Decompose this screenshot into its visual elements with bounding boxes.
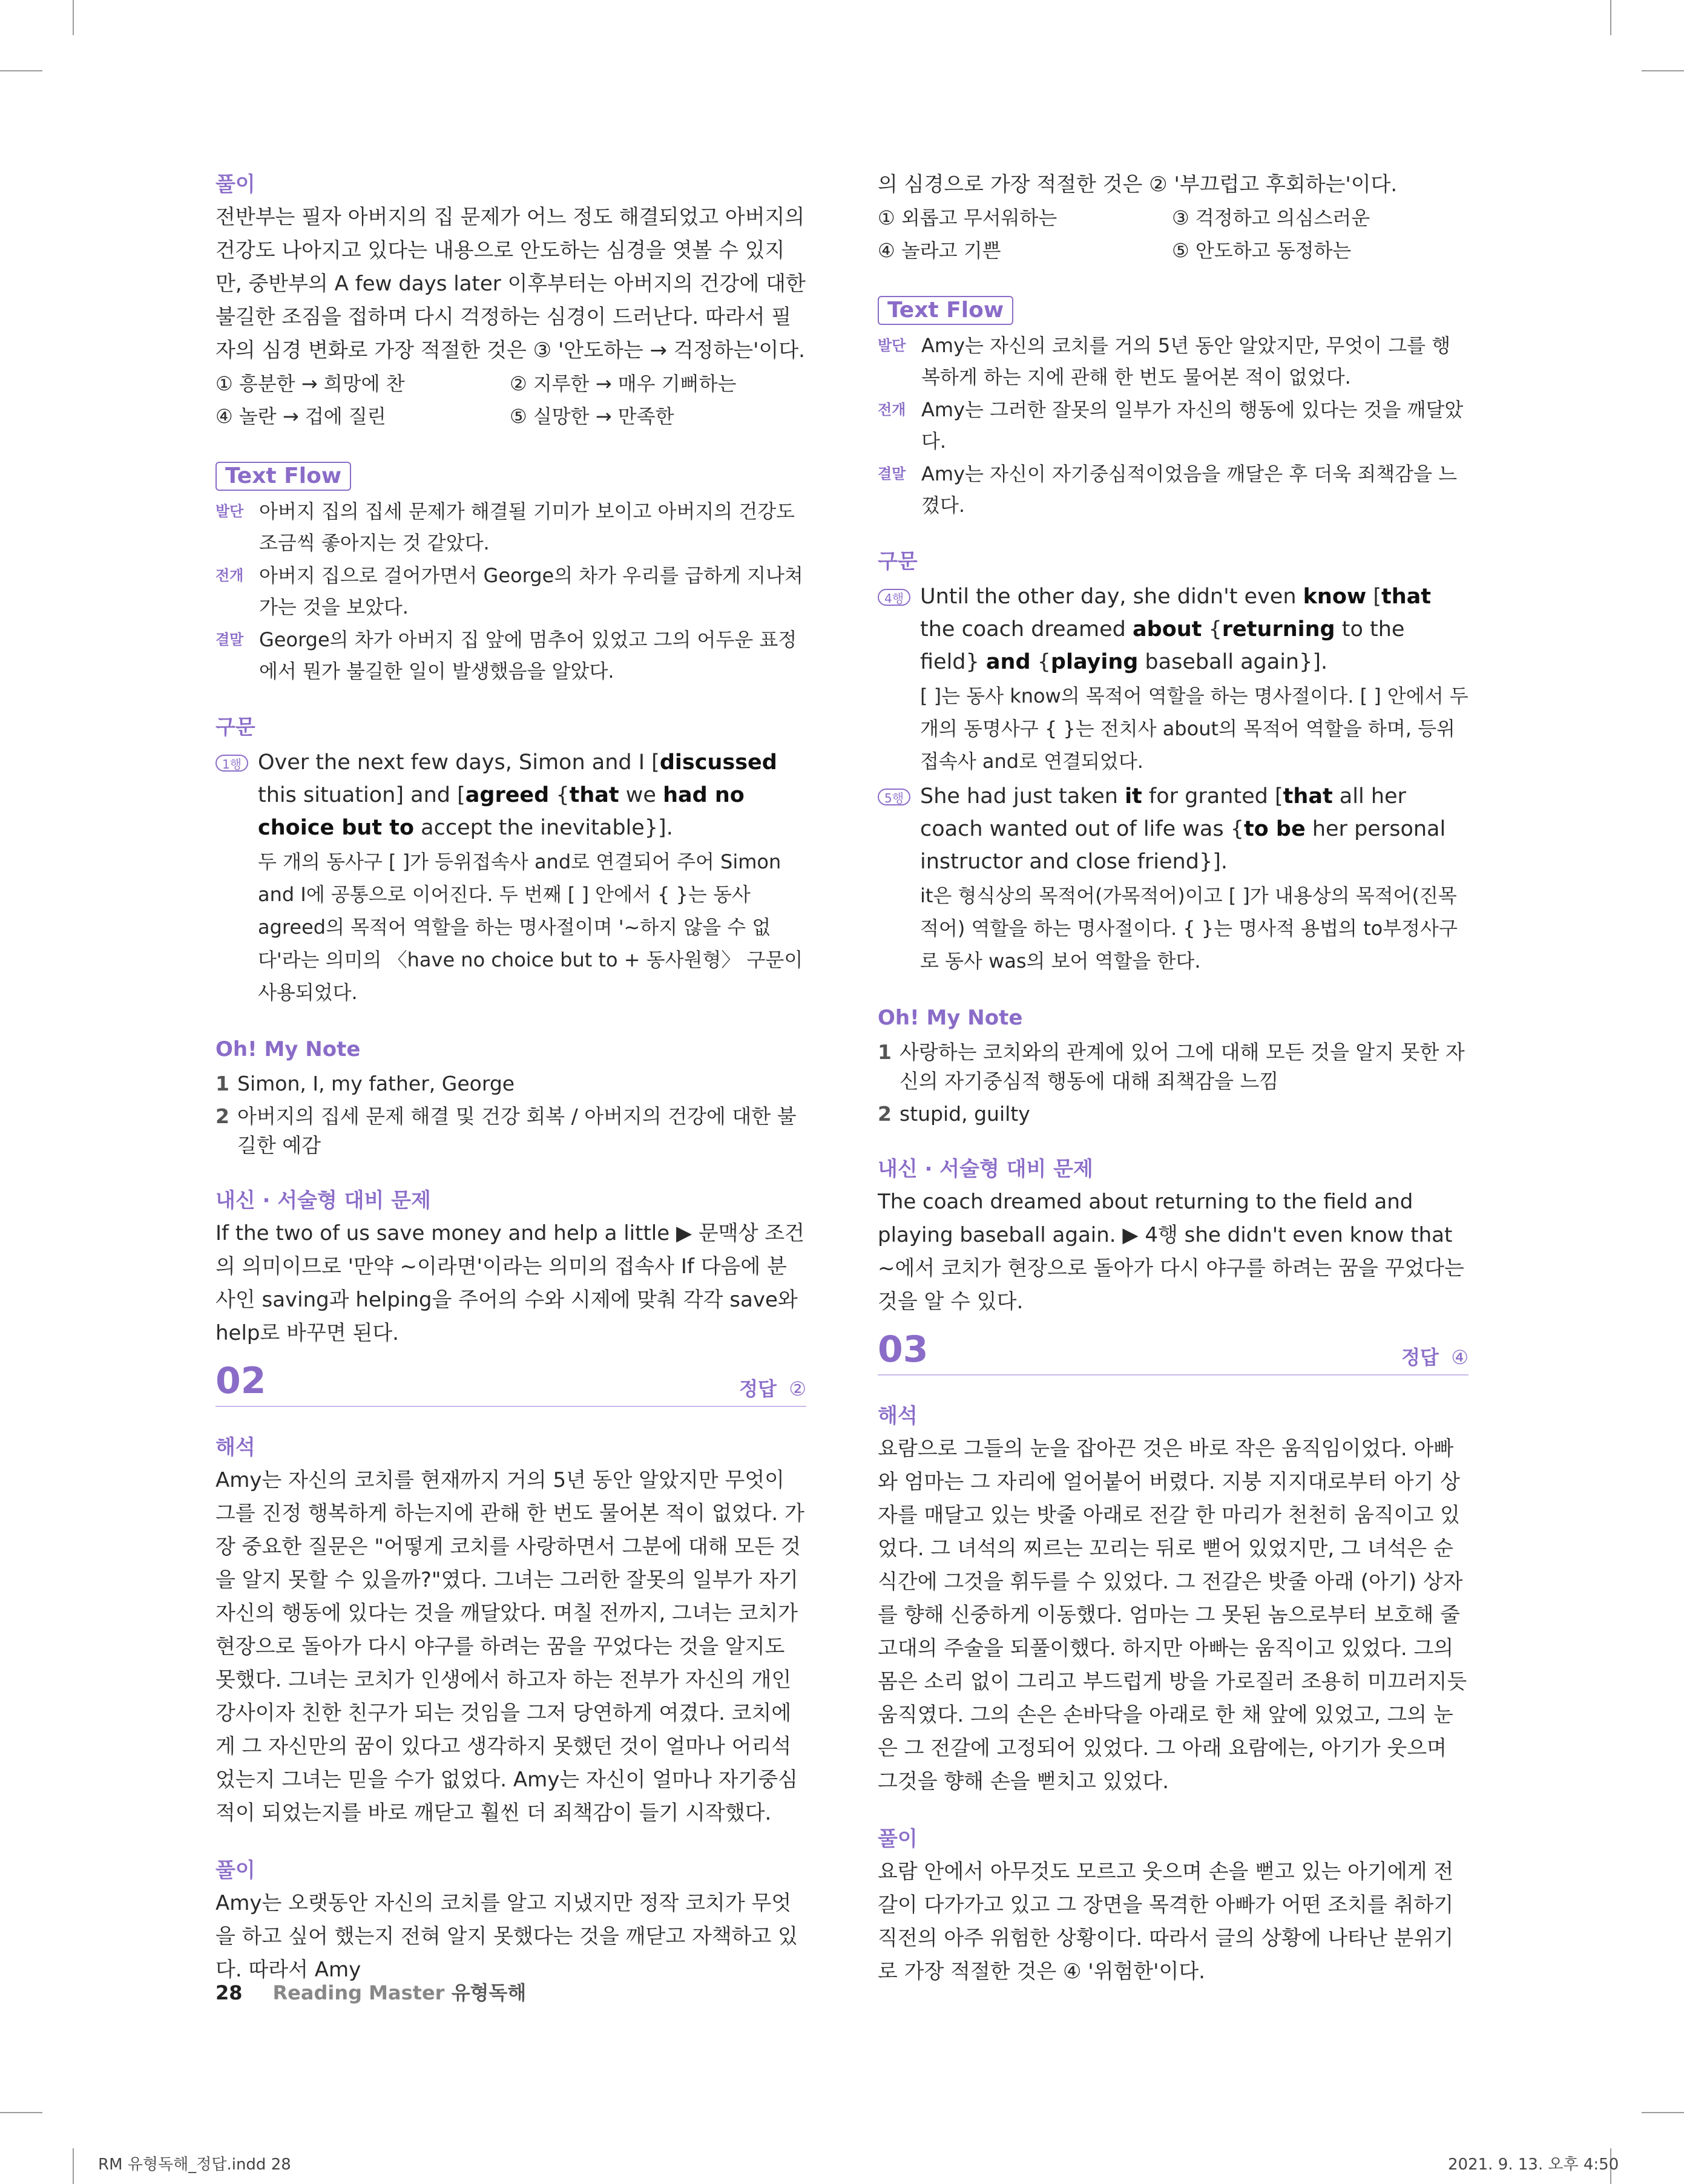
text-flow-row (215, 560, 806, 623)
solution-text: Amy는 오랫동안 자신의 코치를 알고 지냈지만 정작 코치가 무엇을 하고 싶어 했는지 전혀 알지 못했다는 것을 깨닫고 자책하고 있다. 따라서 Amy (215, 1891, 798, 1982)
print-slug-date: 2021. 9. 13. 오후 4:50 (1448, 2156, 1619, 2174)
note-item: 2 아버지의 집세 문제 해결 및 건강 회복 / 아버지의 건강에 대한 불길한 예감 (215, 1104, 797, 1157)
exam-text: If the two of us save money and help a little ▶ 문맥상 조건의 의미이므로 '만약 ~이라면'이라는 의미의 접속사 If 다음에 분사인 saving과 helping을 주어의 수와 시제에 맞춰 각각 save와 help로 바꾸면 된다. (215, 1221, 804, 1345)
section-header (878, 1330, 1469, 1376)
text-flow-label: 결말 (215, 631, 244, 648)
text-flow-label: 결말 (878, 465, 906, 482)
right-column (878, 168, 1469, 1989)
section-number: 03 (878, 1328, 929, 1371)
page-number: 28 (215, 1981, 243, 2004)
solution-heading: 풀이 (215, 172, 255, 197)
option: ① 외롭고 무서워하는 (878, 206, 1057, 229)
line-number-badge: 5행 (878, 789, 910, 805)
solution-heading: 풀이 (878, 1827, 918, 1851)
solution-text: 전반부는 필자 아버지의 집 문제가 어느 정도 해결되었고 아버지의 건강도 나아지고 있다는 내용으로 안도하는 심경을 엿볼 수 있지만, 중반부의 A few days later 이후부터는 아버지의 건강에 대한 불길한 조짐을 접하며 다시 걱정하는 심경이 드러난다. 따라서 필자의 심경 변화로 가장 적절한 것은 ③ '안도하는 → 걱정하는'이다. (215, 205, 806, 362)
text-flow-label: 전개 (878, 401, 906, 418)
text-flow-row (215, 496, 806, 559)
section-number: 02 (215, 1360, 266, 1402)
crop-mark (73, 0, 74, 35)
answer-label: 정답 ④ (1401, 1346, 1469, 1369)
text-flow-row (215, 624, 806, 687)
grammar-explanation: [ ]는 동사 know의 목적어 역할을 하는 명사절이다. [ ] 안에서 두 개의 동명사구 { }는 전치사 about의 목적어 역할을 하며, 등위접속사 and로 연결되었다. (920, 684, 1469, 773)
print-slug-file: RM 유형독해_정답.indd 28 (98, 2156, 291, 2174)
section-header (215, 1361, 806, 1407)
grammar-item (215, 746, 806, 1009)
my-note-heading: Oh! My Note (878, 1006, 1023, 1030)
text-flow-label: 전개 (215, 567, 244, 584)
option: ④ 놀라고 기쁜 (878, 239, 1001, 262)
crop-mark (1610, 0, 1611, 35)
text-flow-row (878, 330, 1469, 393)
text-flow-row (878, 458, 1469, 521)
answer-options (878, 202, 1469, 267)
text-flow-text: George의 차가 아버지 집 앞에 멈추어 있었고 그의 어두운 표정에서 뭔가 불길한 일이 발생했음을 알았다. (259, 628, 797, 683)
exam-text: The coach dreamed about returning to the field and playing baseball again. ▶ 4행 she didn't even know that ~에서 코치가 현장으로 돌아가 다시 야구를 하려는 꿈을 꾸었다는 것을 알 수 있다. (878, 1190, 1464, 1314)
grammar-sentence: Until the other day, she didn't even know [that the coach dreamed about {returning to the field} and {playing baseball again}]. (920, 585, 1431, 674)
text-flow-text: Amy는 자신의 코치를 거의 5년 동안 알았지만, 무엇이 그를 행복하게 하는 지에 관해 한 번도 물어본 적이 없었다. (921, 334, 1451, 389)
grammar-item (878, 580, 1469, 778)
solution-heading: 풀이 (215, 1858, 255, 1883)
crop-mark (73, 2148, 74, 2184)
crop-mark (0, 2112, 42, 2113)
note-item: 1 Simon, I, my father, George (215, 1072, 515, 1095)
answer-options (215, 367, 806, 433)
grammar-explanation: it은 형식상의 목적어(가목적어)이고 [ ]가 내용상의 목적어(진목적어) 역할을 하는 명사절이다. { }는 명사적 용법의 to부정사구로 동사 was의 보어 역할을 한다. (920, 884, 1458, 972)
grammar-sentence: Over the next few days, Simon and I [discussed this situation] and [agreed {that we had no choice but to accept the inevitable}]. (258, 750, 777, 840)
page-footer (215, 1978, 526, 2005)
grammar-sentence: She had just taken it for granted [that all her coach wanted out of life was {to be her personal instructor and close friend}]. (920, 784, 1446, 874)
book-subtitle: 유형독해 (451, 1981, 527, 2004)
exam-heading: 내신 · 서술형 대비 문제 (215, 1189, 431, 1213)
text-flow-text: 아버지 집의 집세 문제가 해결될 기미가 보이고 아버지의 건강도 조금씩 좋아지는 것 같았다. (259, 500, 795, 554)
translation-heading: 해석 (878, 1404, 918, 1428)
solution-text: 요람 안에서 아무것도 모르고 웃으며 손을 뻗고 있는 아기에게 전갈이 다가가고 있고 그 장면을 목격한 아빠가 어떤 조치를 취하기 직전의 아주 위험한 상황이다. 따라서 글의 상황에 나타난 분위기로 가장 적절한 것은 ④ '위험한'이다. (878, 1860, 1454, 1984)
text-flow-label: 발단 (878, 337, 906, 354)
option: ② 지루한 → 매우 기뻐하는 (510, 372, 737, 395)
option: ① 흥분한 → 희망에 찬 (215, 372, 405, 395)
my-note-heading: Oh! My Note (215, 1037, 361, 1061)
grammar-heading: 구문 (215, 715, 255, 739)
translation-heading: 해석 (215, 1435, 255, 1460)
note-item: 2 stupid, guilty (878, 1102, 1030, 1126)
option: ④ 놀란 → 겁에 질린 (215, 405, 386, 428)
option: ③ 걱정하고 의심스러운 (1172, 206, 1370, 229)
option: ⑤ 실망한 → 만족한 (510, 405, 674, 428)
book-title: Reading Master (272, 1981, 445, 2004)
translation-text: 요람으로 그들의 눈을 잡아끈 것은 바로 작은 움직임이었다. 아빠와 엄마는 그 자리에 얼어붙어 버렸다. 지붕 지지대로부터 아기 상자를 매달고 있는 밧줄 아래로 전갈 한 마리가 천천히 움직이고 있었다. 그 녀석의 찌르는 꼬리는 뒤로 뻗어 있었지만, 그 녀석은 순식간에 그것을 휘두를 수 있었다. 그 전갈은 밧줄 아래 (아기) 상자를 향해 신중하게 이동했다. 엄마는 그 못된 놈으로부터 보호해 줄 고대의 주술을 되풀이했다. 하지만 아빠는 움직이고 있었다. 그의 몸은 소리 없이 그리고 부드럽게 방을 가로질러 조용히 미끄러지듯 움직였다. 그의 손은 손바닥을 아래로 한 채 앞에 있었고, 그의 눈은 그 전갈에 고정되어 있었다. 그 아래 요람에는, 아기가 웃으며 그것을 향해 손을 뻗치고 있었다. (878, 1437, 1467, 1794)
line-number-badge: 1행 (215, 755, 248, 772)
text-flow-tag: Text Flow (878, 296, 1013, 325)
grammar-explanation: 두 개의 동사구 [ ]가 등위접속사 and로 연결되어 주어 Simon and I에 공통으로 이어진다. 두 번째 [ ] 안에서 { }는 동사 agreed의 목적어 역할을 하는 명사절이며 '~하지 않을 수 없다'라는 의미의 〈have no choice but to + 동사원형〉 구문이 사용되었다. (258, 850, 803, 1004)
text-flow-tag: Text Flow (215, 462, 351, 491)
translation-text: Amy는 자신의 코치를 현재까지 거의 5년 동안 알았지만 무엇이 그를 진정 행복하게 하는지에 관해 한 번도 물어본 적이 없었다. 가장 중요한 질문은 "어떻게 코치를 사랑하면서 그분에 대해 모든 것을 알지 못할 수 있을까?"였다. 그녀는 그러한 잘못의 일부가 자기 자신의 행동에 있다는 것을 깨달았다. 며칠 전까지, 그녀는 코치가 현장으로 돌아가 다시 야구를 하려는 꿈을 꾸었다는 것을 알지도 못했다. 그녀는 코치가 인생에서 하고자 하는 전부가 자신의 개인 강사이자 친한 친구가 되는 것임을 그저 당연하게 여겼다. 코치에게 그 자신만의 꿈이 있다고 생각하지 못했던 것이 얼마나 어리석었는지 그녀는 믿을 수가 없었다. Amy는 자신이 얼마나 자기중심적이 되었는지를 바로 깨닫고 훨씬 더 죄책감이 들기 시작했다. (215, 1468, 804, 1825)
crop-mark (1642, 2112, 1684, 2113)
answer-label: 정답 ② (739, 1377, 806, 1400)
text-flow-text: Amy는 그러한 잘못의 일부가 자신의 행동에 있다는 것을 깨달았다. (921, 398, 1464, 453)
grammar-heading: 구문 (878, 549, 918, 574)
line-number-badge: 4행 (878, 589, 910, 606)
text-flow-label: 발단 (215, 503, 244, 520)
text-flow-text: 아버지 집으로 걸어가면서 George의 차가 우리를 급하게 지나쳐 가는 것을 보았다. (259, 564, 803, 618)
crop-mark (1642, 70, 1684, 71)
option: ⑤ 안도하고 동정하는 (1172, 239, 1352, 262)
text-flow-text: Amy는 자신이 자기중심적이었음을 깨달은 후 더욱 죄책감을 느꼈다. (921, 462, 1458, 517)
exam-heading: 내신 · 서술형 대비 문제 (878, 1157, 1093, 1181)
solution-continued-text: 의 심경으로 가장 적절한 것은 ② '부끄럽고 후회하는'이다. (878, 172, 1398, 197)
note-item: 1 사랑하는 코치와의 관계에 있어 그에 대해 모든 것을 알지 못한 자신의 자기중심적 행동에 대해 죄책감을 느낌 (878, 1040, 1465, 1093)
text-flow-row (878, 394, 1469, 457)
crop-mark (0, 70, 42, 71)
left-column (215, 168, 806, 1987)
grammar-item (878, 780, 1469, 977)
